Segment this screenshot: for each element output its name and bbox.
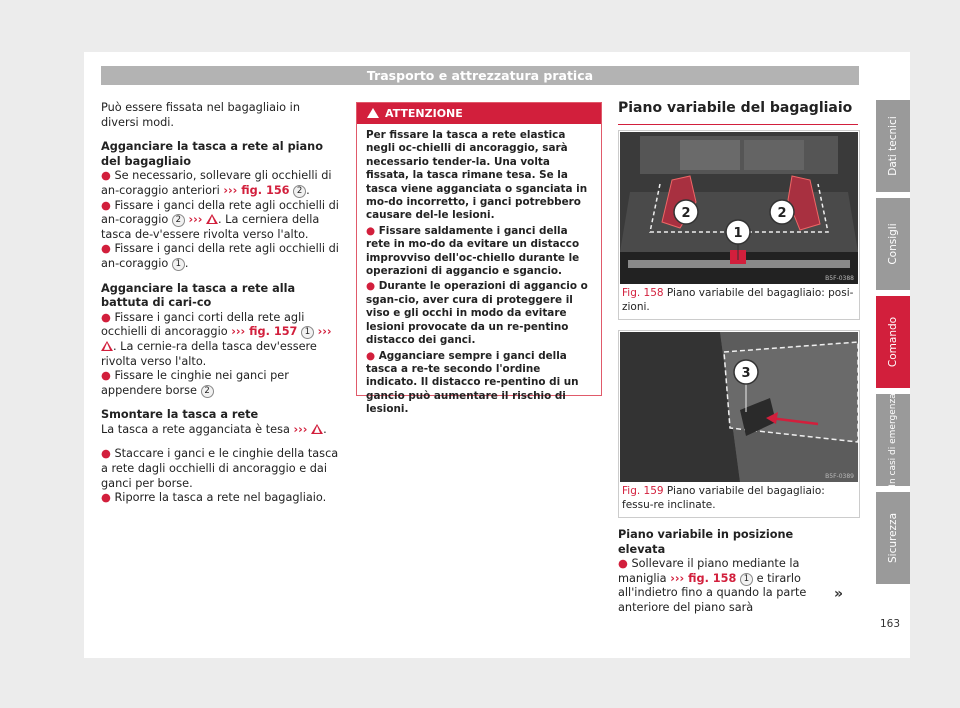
warning-item: ● Durante le operazioni di aggancio o sgan-cio, aver cura di proteggere il viso e gli occhi in modo da evitare lesioni provocate da un re-pentino distacco dei ganci. bbox=[366, 280, 588, 347]
figure-code: B5F-0389 bbox=[825, 473, 854, 480]
tab-comando[interactable]: Comando bbox=[876, 296, 910, 388]
remove-text: La tasca a rete agganciata è tesa ››› . bbox=[101, 422, 327, 436]
callout-2b: 2 bbox=[777, 206, 787, 221]
tab-dati-tecnici[interactable]: Dati tecnici bbox=[876, 100, 910, 192]
list-item: ● Sollevare il piano mediante la maniglia ››› fig. 158 1 e tirarlo all'indietro fino a quando la parte anteriore del piano sarà bbox=[618, 557, 807, 614]
warning-header: ATTENZIONE bbox=[357, 103, 601, 124]
intro-text: Può essere fissata nel bagagliaio in diversi modi. bbox=[101, 101, 300, 129]
heading-loading-edge: Agganciare la tasca a rete alla battuta di cari-co bbox=[101, 281, 296, 310]
figure-159 bbox=[618, 330, 860, 518]
trunk-illustration bbox=[620, 132, 858, 284]
number-marker: 2 bbox=[293, 185, 306, 198]
heading-remove: Smontare la tasca a rete bbox=[101, 408, 259, 422]
number-marker: 1 bbox=[301, 326, 314, 339]
tab-sicurezza[interactable]: Sicurezza bbox=[876, 492, 910, 584]
list-item: ● Fissare i ganci della rete agli occhielli di an-coraggio 1 . bbox=[101, 242, 339, 270]
trunk-slot-illustration bbox=[620, 332, 858, 482]
number-marker: 1 bbox=[172, 258, 185, 271]
warning-item: ● Agganciare sempre i ganci della tasca a re-te secondo l'ordine indicato. Il distacco re-pentino di un gancio può aumentare il rischio di lesioni. bbox=[366, 349, 579, 416]
list-item: ● Se necessario, sollevare gli occhielli di an-coraggio anteriori ››› fig. 156 2 . bbox=[101, 169, 332, 197]
left-column bbox=[101, 101, 341, 506]
callout-1: 1 bbox=[733, 226, 743, 241]
list-item: ● Fissare i ganci corti della rete agli occhielli di ancoraggio ››› fig. 157 1 ››› . La cernie-ra della tasca dev'essere rivolta verso l'alto. bbox=[101, 310, 332, 368]
tab-consigli[interactable]: Consigli bbox=[876, 198, 910, 290]
warning-item: ● Fissare saldamente i ganci della rete in mo-do da evitare un distacco improvviso dell'oc-chiello durante le operazioni di aggancio e sgancio. bbox=[366, 224, 580, 278]
callout-3: 3 bbox=[741, 366, 751, 381]
fig-reference-link[interactable]: ››› fig. 157 bbox=[231, 325, 298, 339]
callout-2: 2 bbox=[681, 206, 691, 221]
heading-raised: Piano variabile in posizione elevata bbox=[618, 528, 794, 556]
warning-intro: Per fissare la tasca a rete elastica negli oc-chielli di ancoraggio, sarà necessario tender-la. Una volta fissata, la tasca rimane tesa. Se la tasca viene agganciata o sganciata in mo-do incorretto, i ganci potrebbero causare del-le lesioni. bbox=[366, 129, 588, 222]
number-marker: 2 bbox=[201, 385, 214, 398]
list-item: ● Fissare i ganci della rete agli occhielli di an-coraggio 2 ››› . La cerniera della tasca de-v'essere rivolta verso l'alto. bbox=[101, 198, 339, 241]
fig-reference-link[interactable]: ››› fig. 156 bbox=[223, 183, 290, 197]
tab-emergenza[interactable]: In casi di emergenza bbox=[876, 394, 910, 486]
number-marker: 2 bbox=[172, 214, 185, 227]
warning-box bbox=[356, 102, 602, 416]
warning-triangle-icon bbox=[101, 341, 113, 351]
heading-floor: Agganciare la tasca a rete al piano del bagagliaio bbox=[101, 140, 323, 168]
page-header: Trasporto e attrezzatura pratica bbox=[101, 66, 859, 85]
figure-158 bbox=[618, 130, 860, 320]
warning-body bbox=[357, 124, 601, 417]
warning-triangle-icon bbox=[311, 424, 323, 434]
warning-triangle-icon bbox=[367, 108, 379, 118]
figure-159-image bbox=[620, 332, 858, 482]
list-item: ● Riporre la tasca a rete nel bagagliaio. bbox=[101, 491, 327, 505]
right-column-text bbox=[618, 528, 833, 616]
figure-158-image bbox=[620, 132, 858, 284]
figure-code: B5F-0388 bbox=[825, 275, 854, 282]
page-number: 163 bbox=[880, 618, 901, 630]
figure-158-caption: Fig. 158 Piano variabile del bagagliaio: posi-zioni. bbox=[622, 287, 854, 313]
list-item: ● Staccare i ganci e le cinghie della tasca a rete dagli occhielli di ancoraggio e dai ganci per borse. bbox=[101, 447, 339, 490]
section-divider bbox=[618, 124, 858, 125]
fig-reference-link[interactable]: ››› fig. 158 bbox=[670, 571, 737, 585]
double-chevron-icon: » bbox=[834, 586, 844, 602]
warning-triangle-icon bbox=[206, 214, 218, 224]
list-item: ● Fissare le cinghie nei ganci per appendere borse 2 bbox=[101, 369, 289, 397]
section-title: Piano variabile del bagagliaio bbox=[618, 100, 853, 116]
figure-159-caption: Fig. 159 Piano variabile del bagagliaio: fessu-re inclinate. bbox=[622, 485, 825, 511]
number-marker: 1 bbox=[740, 573, 753, 586]
